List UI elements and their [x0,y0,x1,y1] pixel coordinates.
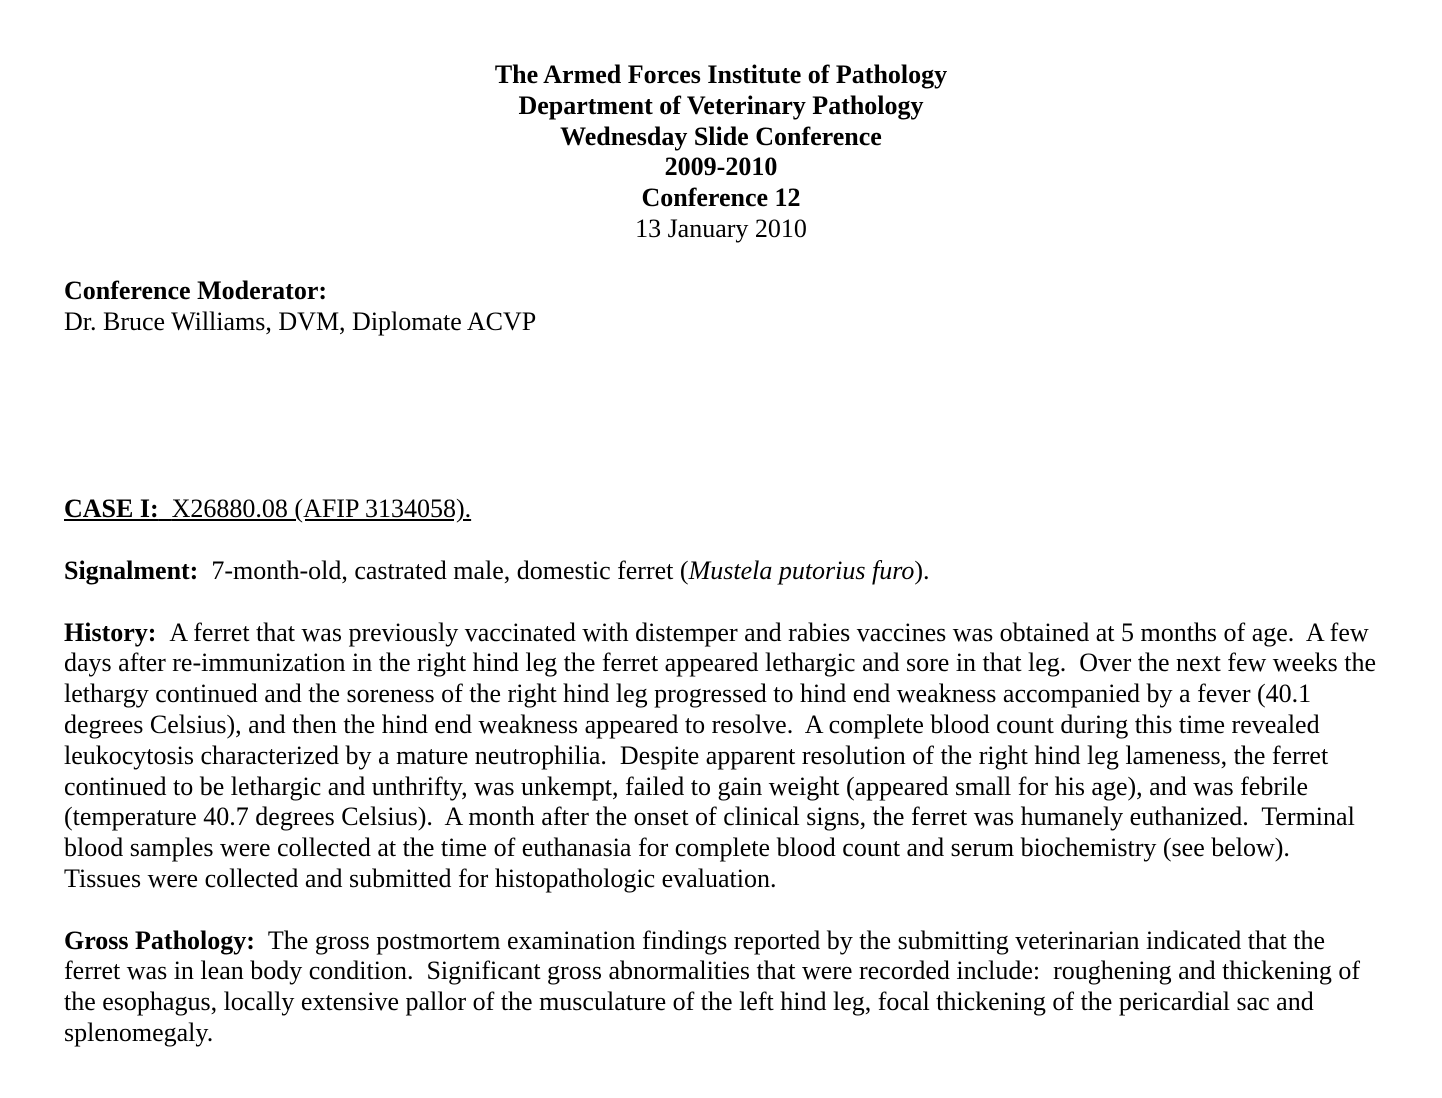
conference-number: Conference 12 [641,183,801,213]
signalment-text-after: ). [914,555,930,585]
moderator-label: Conference Moderator: [64,275,328,305]
species-name: Mustela putorius furo [688,555,915,585]
signalment-text-before: 7-month-old, castrated male, domestic ferret ( [211,555,689,585]
gross-pathology-paragraph [64,926,1378,1049]
institute-title: The Armed Forces Institute of Pathology [494,60,948,89]
case-heading [64,494,1378,525]
moderator-name: Dr. Bruce Williams, DVM, Diplomate ACVP [64,306,537,336]
history-text: A ferret that was previously vaccinated with distemper and rabies vaccines was obtained at 5 months of age. A few days after re-immunization in the right hind leg the ferret appeared lethargic and sore in that leg. Over the next few weeks the lethargy continued and the soreness of the right hind leg progressed to hind end weakness accompanied by a fever (40.1 degrees Celsius), and then the hind end weakness appeared to resolve. A complete blood count during this time revealed leukocytosis characterized by a mature neutrophilia. Despite apparent resolution of the right hind leg lameness, the ferret continued to be lethargic and unthrifty, was unkempt, failed to gain weight (appeared small for his age), and was febrile (temperature 40.7 degrees Celsius). A month after the onset of clinical signs, the ferret was humanely euthanized. Terminal blood samples were collected at the time of euthanasia for complete blood count and serum biochemistry (see below). Tissues were collected and submitted for histopathologic evaluation. [64,617,1383,893]
history-paragraph [64,617,1383,895]
academic-year: 2009-2010 [664,152,778,182]
conference-series-title: Wednesday Slide Conference [560,121,882,151]
conference-date: 13 January 2010 [635,213,807,243]
document-header [64,60,1378,245]
signalment-label: Signalment: [64,555,199,585]
signalment-paragraph [64,556,1378,587]
case-label: CASE I: [64,494,159,524]
gross-pathology-text: The gross postmortem examination findings reported by the submitting veterinarian indicated that the ferret was in lean body condition. Significant gross abnormalities that were recorded include: roughening and thickening of the esophagus, locally extensive pallor of the musculature of the left hind leg, focal thickening of the pericardial sac and splenomegaly. [64,925,1367,1047]
case-id: X26880.08 (AFIP 3134058). [171,494,472,524]
history-label: History: [64,617,157,647]
department-title: Department of Veterinary Pathology [518,90,924,120]
moderator-block [64,276,1378,338]
gross-pathology-label: Gross Pathology: [64,925,255,955]
